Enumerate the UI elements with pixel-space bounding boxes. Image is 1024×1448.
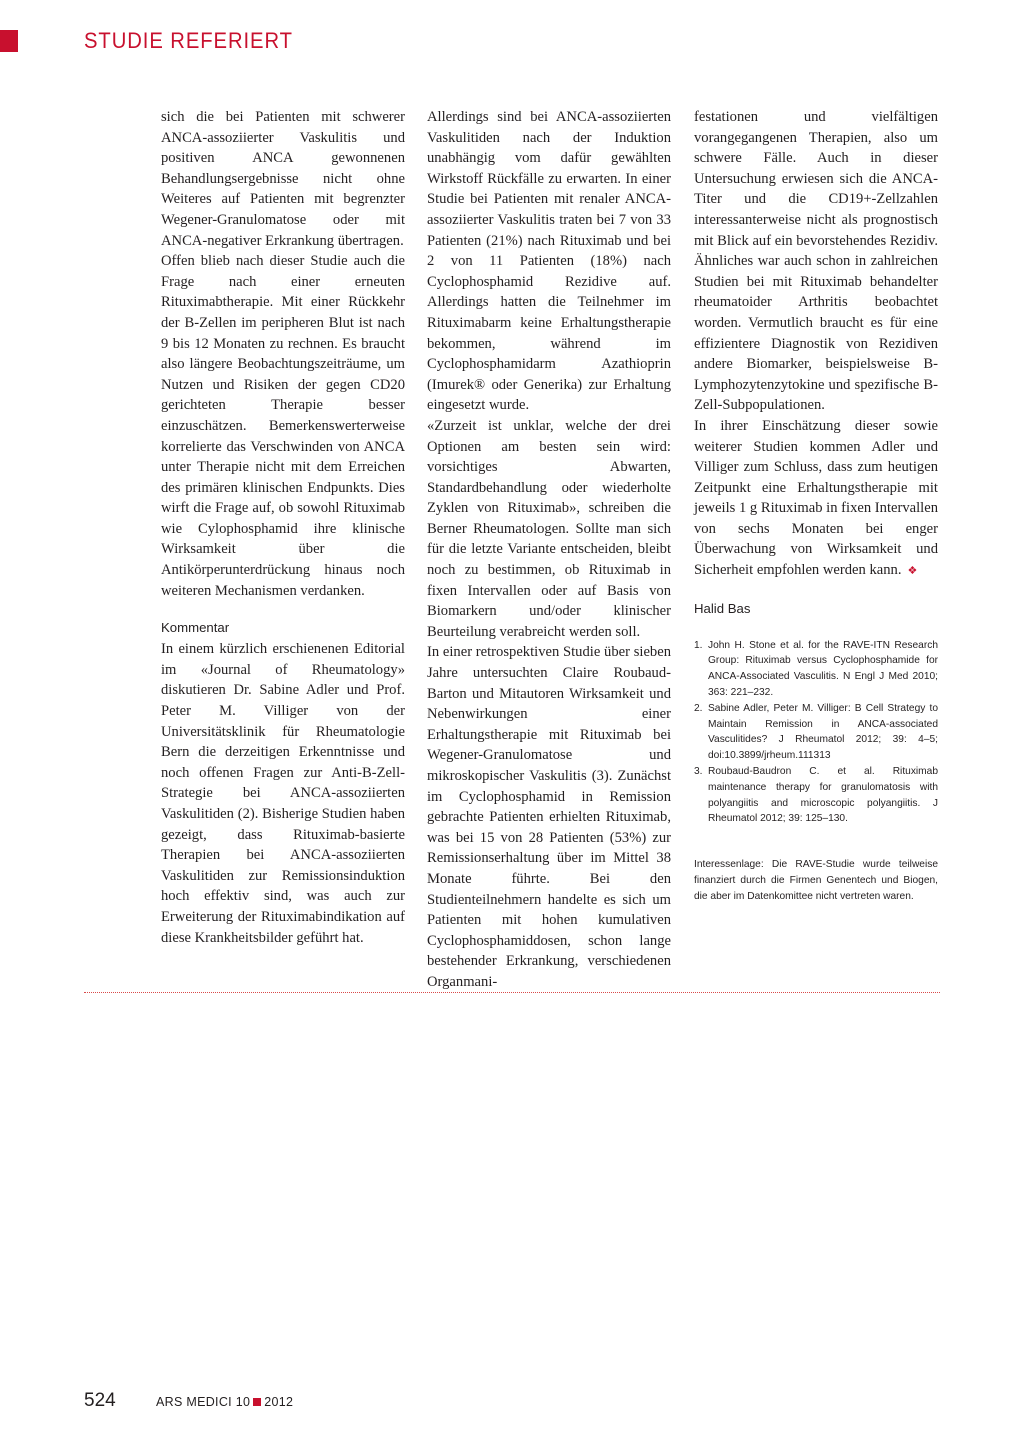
dotted-divider <box>84 992 940 993</box>
reference-number: 1. <box>694 639 703 651</box>
final-paragraph-text: In ihrer Einschätzung dieser sowie weiterer Studien kommen Adler und Villiger zum Schluss, dass zum heutigen Zeitpunkt eine Erhaltungstherapie mit jeweils 1 g Rituximab in fixen Intervallen von sechs Monaten bei enger Überwachung von Wirksamkeit und Sicherheit empfohlen werden kann. <box>694 417 938 579</box>
article-column-2 <box>427 107 671 993</box>
section-color-tab <box>0 30 18 52</box>
conflict-of-interest-note: Interessenlage: Die RAVE-Studie wurde teilweise finanziert durch die Firmen Genentech und Biogen, die aber im Datenkomittee nicht vertreten waren. <box>694 859 938 902</box>
end-of-article-icon: ❖ <box>907 565 918 578</box>
reference-text: Sabine Adler, Peter M. Villiger: B Cell Strategy to Maintain Remission in ANCA-associated Vasculitides? J Rheumatol 2012; 39: 4–5; doi:10.3899/jrheum.111313 <box>708 702 938 762</box>
body-paragraph: In einer retrospektiven Studie über sieben Jahre untersuchten Claire Roubaud-Barton und Mitautoren Wirksamkeit und Nebenwirkungen einer Erhaltungstherapie mit Rituximab bei Wegener-Granulomatose und mikroskopischer Vaskulitis (3). Zunächst im Cyclophosphamid in Remission gebrachte Patienten erhielten Rituximab, was bei 15 von 28 Patienten (53%) zur Remissionserhaltung über im Mittel 38 Monate führte. Bei den Studienteilnehmern handelte es sich um Patienten mit hohen kumulativen Cyclophosphamiddosen, schon lange bestehender Erkrankung, verschiedenen Organmani- <box>427 644 671 990</box>
body-paragraph: «Zurzeit ist unklar, welche der drei Optionen am besten sein wird: vorsichtiges Abwarten, Standardbehandlung oder wiederholte Zyklen von Rituximab», schreiben die Berner Rheumatologen. Sollte man sich für die letzte Variante entscheiden, bleibt noch zu bestimmen, ob Rituximab in fixen Intervallen oder auf Basis von Biomarkern und/oder klinischer Beurteilung verabreicht werden soll. <box>427 417 671 640</box>
article-column-1 <box>161 107 405 948</box>
body-paragraph: sich die bei Patienten mit schwerer ANCA-assoziierter Vaskulitis und positiven ANCA gewonnenen Behandlungsergebnisse nicht ohne Weiteres auf Patienten mit begrenzter Wegener-Granulomatose oder mit ANCA-negativer Erkrankung übertragen. <box>161 109 405 249</box>
article-column-3 <box>694 107 938 905</box>
reference-list <box>694 638 938 828</box>
body-paragraph: Offen blieb nach dieser Studie auch die Frage nach einer erneuten Rituximabtherapie. Mit einer Rückkehr der B-Zellen im peripheren Blut ist nach 9 bis 12 Monaten zu rechnen. Es braucht also längere Beobachtungszeiträume, um Nutzen und Risiken der gegen CD20 gerichteten Therapie besser einzuschätzen. Bemerkenswerterweise korrelierte das Verschwinden von ANCA unter Therapie nicht mit dem Erreichen des primären klinischen Endpunkts. Dies wirft die Frage auf, ob sowohl Rituximab wie Cylophosphamid ihre klinische Wirksamkeit über die Antikörperunterdrückung hinaus noch weiteren Mechanismen verdanken. <box>161 253 405 599</box>
page-number: 524 <box>84 1390 116 1411</box>
reference-text: John H. Stone et al. for the RAVE-ITN Research Group: Rituximab versus Cyclophosphamide for ANCA-Associated Vasculitis. N Engl J Med 2010; 363: 221–232. <box>708 639 938 699</box>
reference-number: 3. <box>694 766 703 778</box>
separator-square-icon <box>253 1398 261 1406</box>
body-paragraph: In einem kürzlich erschienenen Editorial im «Journal of Rheumatology» diskutieren Dr. Sabine Adler und Prof. Peter M. Villiger von der Universitätsklinik für Rheumatologie Bern die derzeitigen Erkenntnisse und noch offenen Fragen zur Anti-B-Zell-Strategie bei ANCA-assoziierten Vaskulitiden (2). Bisherige Studien haben gezeigt, dass Rituximab-basierte Therapien bei ANCA-assoziierten Vaskulitiden zur Remissionsinduktion hoch effektiv sind, was auch zur Erweiterung der Rituximabindikation auf diese Krankheitsbilder geführt hat. <box>161 641 405 946</box>
body-paragraph: Allerdings sind bei ANCA-assoziierten Vaskulitiden nach der Induktion unabhängig vom dafür gewählten Wirkstoff Rückfälle zu erwarten. In einer Studie bei Patienten mit renaler ANCA-assoziierter Vaskulitis traten bei 7 von 33 Patienten (21%) nach Rituximab und bei 2 von 11 Patienten (18%) nach Cyclophosphamid Rezidive auf. Allerdings hatten die Teilnehmer im Rituximabarm keine Erhaltungstherapie bekommen, während im Cyclophosphamidarm Azathioprin (Imurek® oder Generika) zur Erhaltung eingesetzt wurde. <box>427 109 671 414</box>
journal-issue <box>156 1395 293 1409</box>
reference-item <box>694 701 938 764</box>
reference-number: 2. <box>694 702 703 714</box>
page-footer <box>84 1390 484 1414</box>
section-title: STUDIE REFERIERT <box>84 28 293 53</box>
reference-item <box>694 764 938 827</box>
reference-item <box>694 638 938 701</box>
reference-text: Roubaud-Baudron C. et al. Rituximab maintenance therapy for granulomatosis with polyangiitis and microscopic polyangiitis. J Rheumatol 2012; 39: 125–130. <box>708 766 938 825</box>
body-paragraph: festationen und vielfältigen vorangegangenen Therapien, also um schwere Fälle. Auch in dieser Untersuchung erwiesen sich die ANCA-Titer und die CD19+-Zellzahlen interessanterweise nicht als prognostisch mit Blick auf ein bevorstehendes Rezidiv. Ähnliches war auch schon in zahlreichen Studien bei mit Rituximab behandelter rheumatoider Arthritis beobachtet worden. Vermutlich braucht es für eine effizientere Diagnostik von Rezidiven andere Biomarker, beispielsweise B-Lymphozytenzytokine und spezifische B-Zell-Subpopulationen. <box>694 109 938 414</box>
body-paragraph-final <box>694 416 938 582</box>
author-name: Halid Bas <box>694 600 751 616</box>
journal-name: ARS MEDICI 10 <box>156 1395 251 1409</box>
journal-year: 2012 <box>264 1395 294 1409</box>
comment-subheading: Kommentar <box>161 620 230 636</box>
